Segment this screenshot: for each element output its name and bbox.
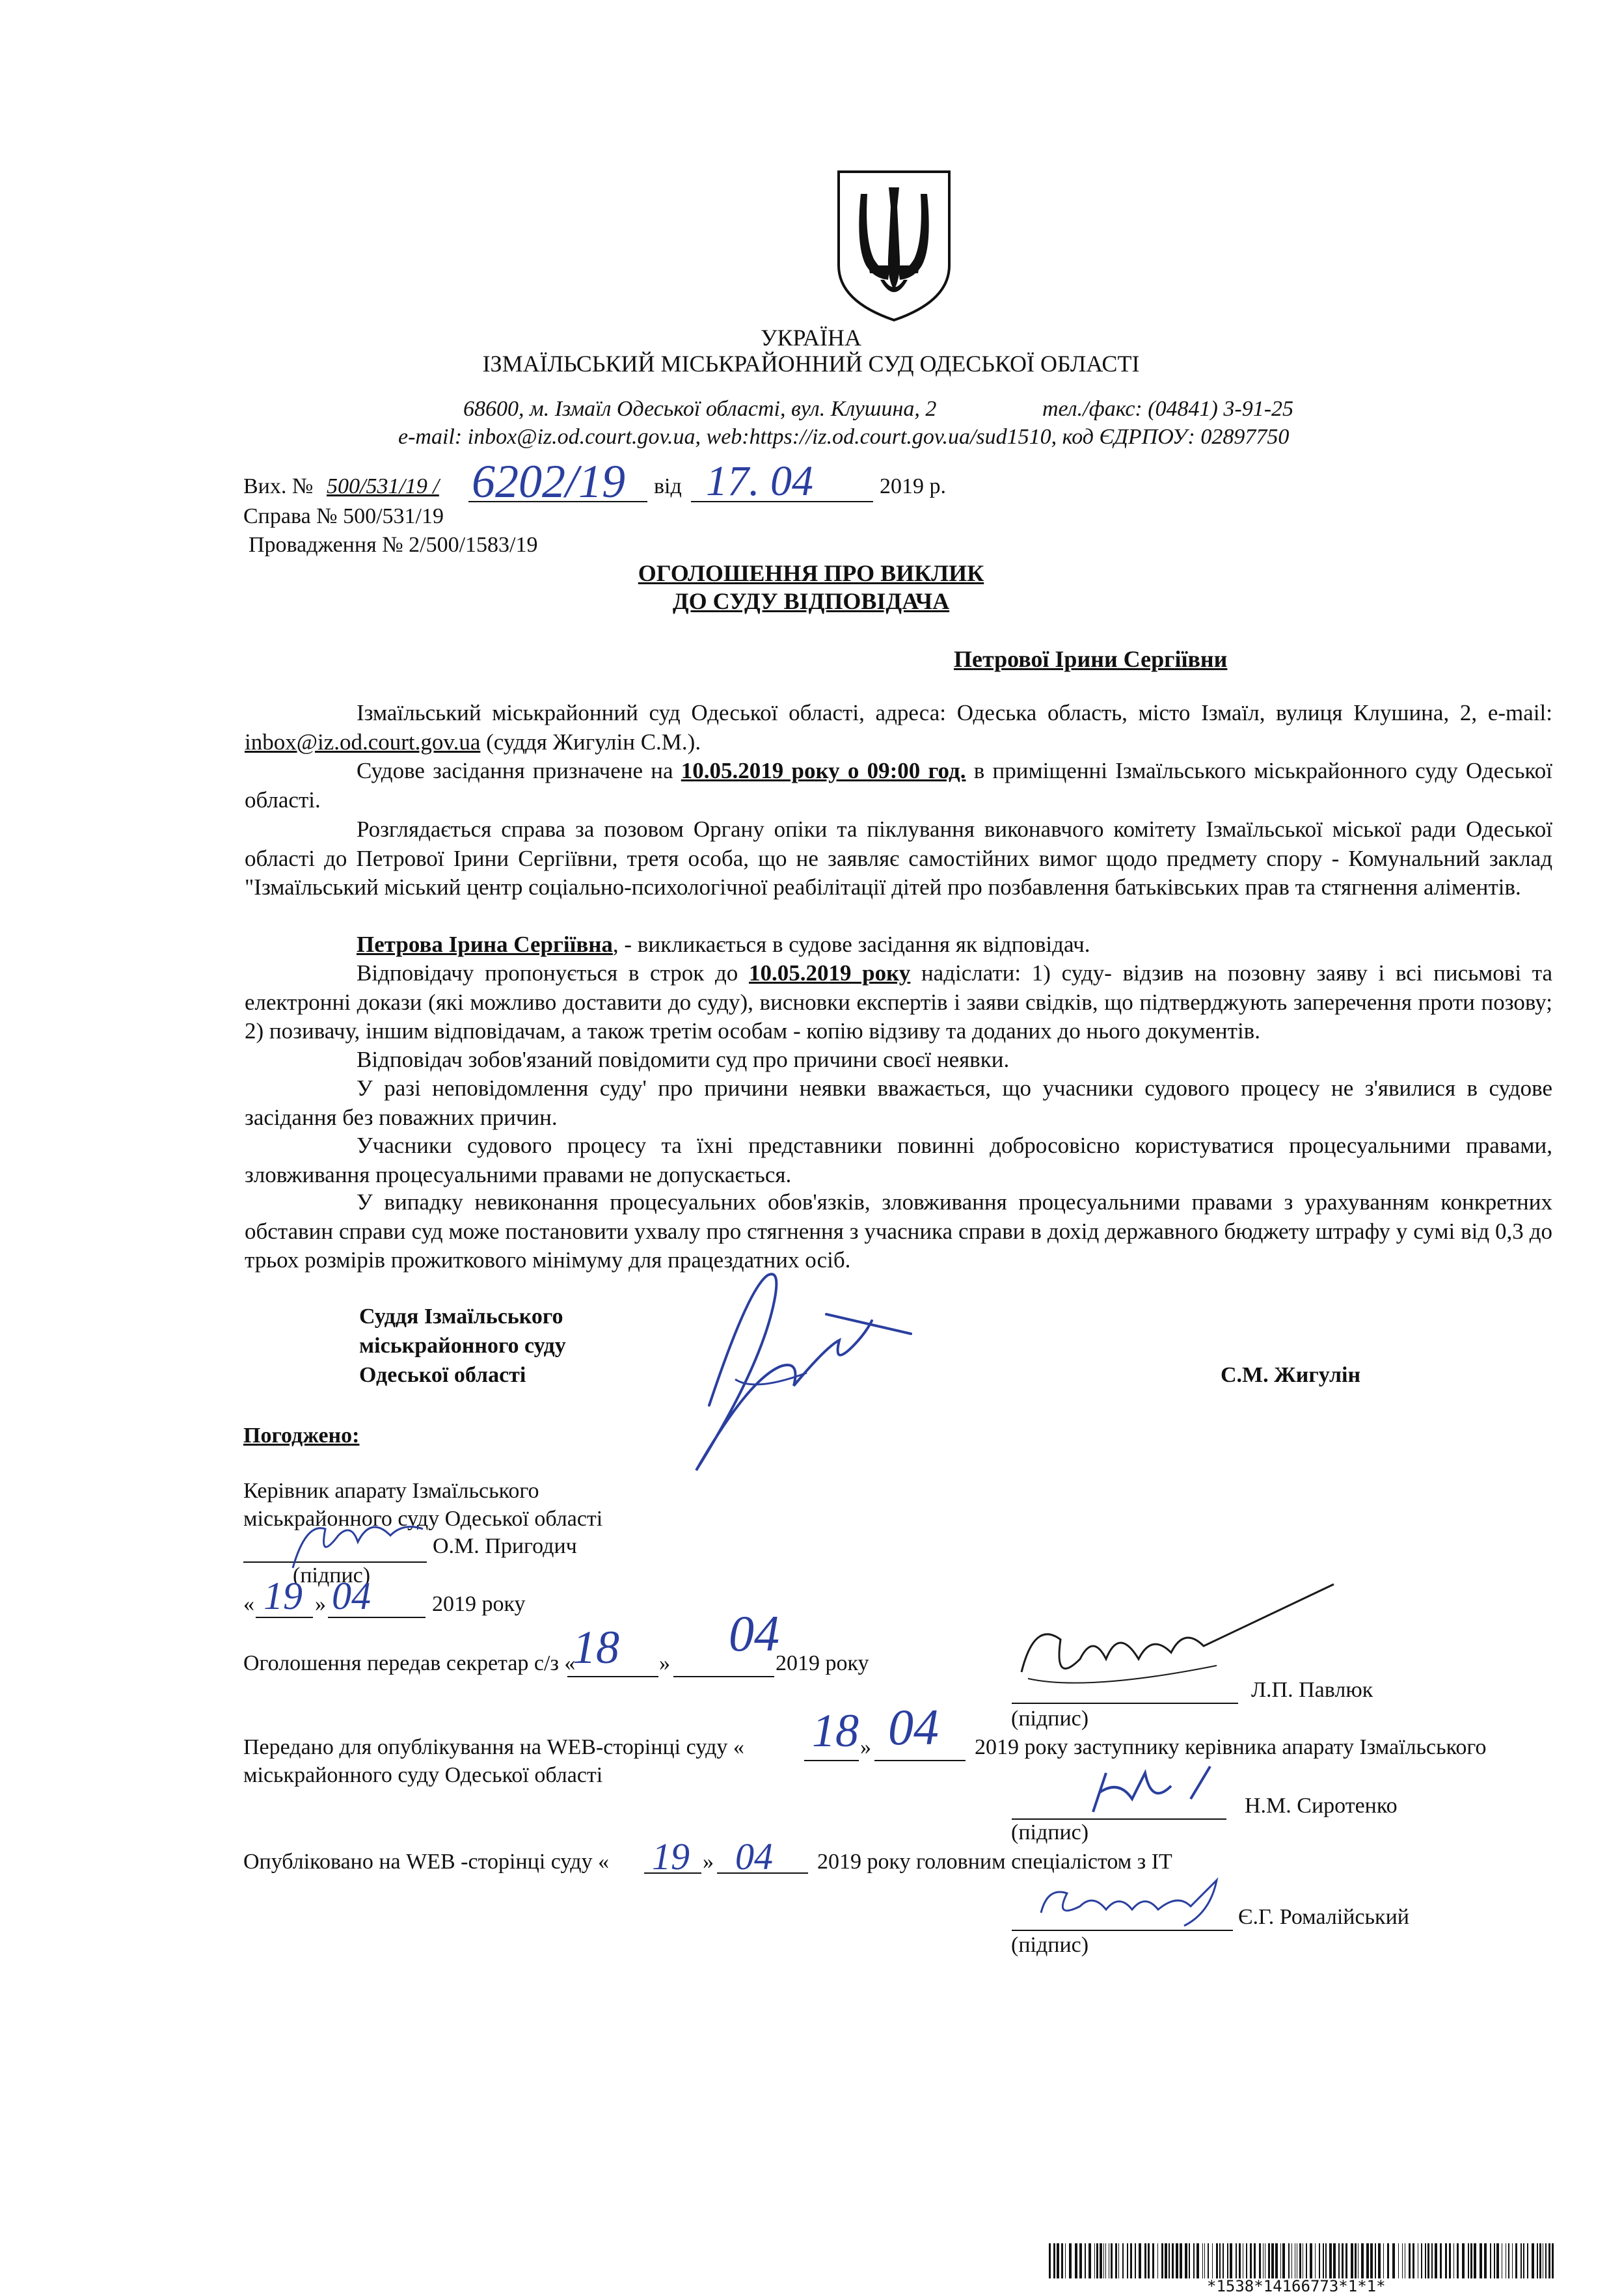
secretary-name: Л.П. Павлюк (1251, 1678, 1373, 1702)
judge-title-line3: Одеської області (359, 1363, 526, 1387)
barcode-bar (1470, 2243, 1472, 2278)
paragraph-defendant-summoned (245, 930, 1552, 960)
barcode-bar (1361, 2243, 1364, 2278)
barcode-bar (1250, 2243, 1252, 2278)
barcode-bar (1208, 2243, 1209, 2278)
barcode-bar (1176, 2243, 1178, 2278)
barcode-bar (1246, 2243, 1247, 2278)
approver-role-line1: Керівник апарату Ізмаїльського (243, 1479, 539, 1503)
deputy-signature (1080, 1760, 1236, 1825)
transfer-year: 2019 року (776, 1651, 869, 1675)
approver-signature (280, 1509, 436, 1581)
barcode-bar (1345, 2243, 1347, 2278)
paragraph-absence-consequence (245, 1074, 1552, 1132)
barcode-bar (1053, 2243, 1055, 2278)
barcode-bar (1412, 2243, 1414, 2278)
judge-name: С.М. Жигулін (1221, 1363, 1361, 1387)
barcode-bar (1227, 2243, 1228, 2278)
p6-text: Відповідач зобов'язаний повідомити суд про причини своєї неявки. (357, 1047, 1010, 1072)
barcode-bar (1111, 2243, 1113, 2278)
barcode-bar (1383, 2243, 1384, 2278)
barcode-bar (1548, 2243, 1550, 2278)
barcode-bar (1118, 2243, 1119, 2278)
court-name: ІЗМАЇЛЬСЬКИЙ МІСЬКРАЙОННИЙ СУД ОДЕСЬКОЇ ОБЛАСТІ (482, 351, 1140, 377)
barcode-bar (1202, 2243, 1203, 2278)
barcode-bar (1280, 2243, 1281, 2278)
barcode-bar (1409, 2243, 1411, 2278)
barcode-bar (1329, 2243, 1332, 2278)
barcode-bar (1323, 2243, 1324, 2278)
barcode-bar (1165, 2243, 1167, 2278)
document-barcode (1049, 2243, 1563, 2278)
approval-day-handwritten: 19 (264, 1574, 303, 1617)
barcode-bar (1049, 2243, 1051, 2278)
web-transfer-text: 2019 року заступнику керівника апарату Ізмаїльського (975, 1735, 1487, 1759)
it-specialist-sign-hint: (підпис) (1011, 1933, 1089, 1957)
barcode-bar (1435, 2243, 1437, 2278)
p7-text: У разі неповідомлення суду' про причини неявки вважається, що учасники судового процесу не з'явилися в судове засідання без поважних причин. (245, 1075, 1552, 1130)
published-label: Опубліковано на WEB -сторінці суду « (243, 1850, 610, 1874)
outgoing-year: 2019 р. (880, 474, 946, 498)
published-text: 2019 року головним спеціалістом з IT (817, 1850, 1172, 1874)
barcode-bar (1057, 2243, 1059, 2278)
barcode-bar (1445, 2243, 1447, 2278)
barcode-bar (1127, 2243, 1128, 2278)
paragraph-case-description (245, 815, 1552, 902)
p2-text-before: Судове засідання призначене на (357, 758, 681, 783)
paragraph-procedural-rights (245, 1131, 1552, 1189)
approver-name: О.М. Пригодич (433, 1534, 577, 1558)
barcode-bar (1392, 2243, 1395, 2278)
barcode-bar (1523, 2243, 1524, 2278)
barcode-bar (1223, 2243, 1224, 2278)
barcode-bar (1085, 2243, 1086, 2278)
defendant-name: Петрова Ірина Сергіївна (357, 932, 613, 957)
court-address: 68600, м. Ізмаїл Одеської області, вул. Клушина, 2 (463, 397, 937, 421)
barcode-bar (1271, 2243, 1274, 2278)
barcode-bar (1172, 2243, 1174, 2278)
barcode-bar (1069, 2243, 1072, 2278)
proceeding-number: Провадження № 2/500/1583/19 (249, 533, 538, 557)
it-specialist-signature (1028, 1874, 1243, 1939)
barcode-bar (1275, 2243, 1278, 2278)
barcode-bar (1375, 2243, 1376, 2278)
barcode-bar (1065, 2243, 1066, 2278)
approval-year: 2019 року (432, 1592, 526, 1616)
barcode-bar (1135, 2243, 1136, 2278)
p1-text-after: (суддя Жигулін С.М.). (480, 729, 701, 755)
barcode-bar (1219, 2243, 1221, 2278)
barcode-bar (1338, 2243, 1340, 2278)
barcode-bar (1545, 2243, 1547, 2278)
barcode-bar (1521, 2243, 1522, 2278)
judge-signature (670, 1262, 930, 1509)
barcode-bar (1299, 2243, 1301, 2278)
barcode-bar (1130, 2243, 1132, 2278)
barcode-bar (1263, 2243, 1264, 2278)
barcode-bar (1259, 2243, 1261, 2278)
p3-text: Розглядається справа за позовом Органу опіки та піклування виконавчого комітету Ізмаїльської міської ради Одеської області до Петрової Ірини Сергіївни, третя особа, що не заявляє самостійних вимог щодо предмету спору - Комунальний заклад "Ізмаїльський міський центр соціально-психологічної реабілітації дітей про позбавлення батьківських прав та стягнення аліментів. (245, 817, 1552, 900)
document-title-line1: ОГОЛОШЕННЯ ПРО ВИКЛИК (638, 560, 984, 586)
barcode-bar (1144, 2243, 1146, 2278)
transfer-label: Оголошення передав секретар с/з « (243, 1651, 576, 1675)
barcode-bar (1288, 2243, 1290, 2278)
barcode-bar (1532, 2243, 1534, 2278)
barcode-bar (1402, 2243, 1403, 2278)
barcode-bar (1370, 2243, 1373, 2278)
barcode-bar (1457, 2243, 1459, 2278)
secretary-sign-hint: (підпис) (1011, 1707, 1089, 1731)
barcode-bar (1193, 2243, 1195, 2278)
outgoing-number-handwritten: 6202/19 (472, 455, 626, 507)
approval-month-handwritten: 04 (332, 1574, 371, 1617)
barcode-bar (1315, 2243, 1316, 2278)
barcode-bar (1496, 2243, 1499, 2278)
barcode-bar (1449, 2243, 1451, 2278)
p4-text-after: , - викликається в судове засідання як відповідач. (612, 932, 1090, 957)
barcode-bar (1310, 2243, 1312, 2278)
barcode-bar (1319, 2243, 1320, 2278)
barcode-bar (1196, 2243, 1199, 2278)
barcode-bar (1230, 2243, 1232, 2278)
deputy-sign-hint: (підпис) (1011, 1820, 1089, 1844)
barcode-bar (1484, 2243, 1487, 2278)
court-email-link[interactable]: inbox@iz.od.court.gov.ua (245, 729, 481, 755)
barcode-bar (1527, 2243, 1528, 2278)
barcode-bar (1480, 2243, 1482, 2278)
web-transfer-label: Передано для опублікування на WEB-сторінці суду « (243, 1735, 744, 1759)
paragraph-hearing-date (245, 757, 1552, 815)
court-phone: тел./факс: (04841) 3-91-25 (1042, 397, 1294, 421)
p8-text: Учасники судового процесу та їхні представники повинні добросовісно користуватися процесуальними правами, зловживання процесуальними правами не допускається. (245, 1133, 1552, 1187)
paragraph-response-deadline (245, 959, 1552, 1046)
barcode-bar (1139, 2243, 1141, 2278)
paragraph-absence-notice (245, 1046, 1552, 1075)
approver-sign-hint: (підпис) (293, 1563, 371, 1587)
document-title-line2: ДО СУДУ ВІДПОВІДАЧА (672, 588, 950, 614)
barcode-bar (1204, 2243, 1205, 2278)
barcode-bar (1552, 2243, 1554, 2278)
p1-text-before: Ізмаїльський міськрайонний суд Одеської області, адреса: Одеська область, місто Ізмаїл, вулиця Клушина, 2, e-mail: (357, 700, 1552, 725)
published-day-handwritten: 19 (652, 1835, 690, 1878)
case-number: Справа № 500/531/19 (243, 504, 444, 528)
court-contacts: e-mail: inbox@iz.od.court.gov.ua, web:https://iz.od.court.gov.ua/sud1510, код ЄДРПОУ: 02897750 (398, 425, 1290, 449)
barcode-bar (1105, 2243, 1106, 2278)
outgoing-label: Вих. № (243, 474, 314, 498)
barcode-bar (1387, 2243, 1389, 2278)
barcode-bar (1212, 2243, 1213, 2278)
barcode-bar (1512, 2243, 1513, 2278)
barcode-bar (1508, 2243, 1509, 2278)
barcode-bar (1148, 2243, 1150, 2278)
approval-date-quote-close: » (315, 1592, 326, 1616)
barcode-bar (1157, 2243, 1158, 2278)
barcode-bar (1440, 2243, 1442, 2278)
addressee-name: Петрової Ірини Сергіївни (954, 646, 1228, 672)
barcode-bar (1431, 2243, 1433, 2278)
barcode-bar (1421, 2243, 1422, 2278)
barcode-bar (1494, 2243, 1495, 2278)
response-deadline: 10.05.2019 року (748, 960, 911, 986)
barcode-bar (1096, 2243, 1098, 2278)
judge-title-line2: міськрайонного суду (359, 1334, 566, 1358)
barcode-bar (1169, 2243, 1170, 2278)
barcode-bar (1490, 2243, 1491, 2278)
barcode-bar (1122, 2243, 1124, 2278)
barcode-bar (1075, 2243, 1077, 2278)
approver-role-line2: міськрайонного суду Одеської області (243, 1507, 603, 1531)
transfer-quote-close: » (659, 1651, 670, 1675)
barcode-bar (1333, 2243, 1336, 2278)
approval-heading: Погоджено: (243, 1424, 360, 1448)
barcode-bar (1282, 2243, 1285, 2278)
deputy-name: Н.М. Сиротенко (1245, 1794, 1398, 1818)
barcode-bar (1378, 2243, 1381, 2278)
p2-text-after: в приміщенні Ізмаїльського міськрайонного суду Одеської області. (245, 758, 1552, 813)
barcode-bar (1100, 2243, 1102, 2278)
barcode-bar (1306, 2243, 1307, 2278)
web-transfer-month-handwritten: 04 (888, 1699, 939, 1755)
barcode-bar (1462, 2243, 1465, 2278)
outgoing-date-handwritten: 17. 04 (706, 457, 813, 505)
barcode-bar (1537, 2243, 1538, 2278)
judge-title-line1: Суддя Ізмаїльського (359, 1304, 563, 1329)
barcode-bar (1094, 2243, 1095, 2278)
barcode-bar (1355, 2243, 1357, 2278)
p9-text: У випадку невиконання процесуальних обов'язків, зловживання процесуальними правами з урахуванням конкретних обставин справи суд може постановити ухвалу про стягнення з учасника справи в дохід державного бюджету штрафу у сумі від 0,3 до трьох розмірів прожиткового мінімуму для працездатних осіб. (245, 1189, 1552, 1273)
barcode-bar (1427, 2243, 1429, 2278)
outgoing-number: 500/531/19 / (327, 474, 439, 498)
barcode-bar (1325, 2243, 1327, 2278)
barcode-bar (1115, 2243, 1117, 2278)
barcode-bar (1061, 2243, 1063, 2278)
barcode-bar (1468, 2243, 1469, 2278)
barcode-bar (1366, 2243, 1369, 2278)
barcode-bar (1342, 2243, 1344, 2278)
web-transfer-day-handwritten: 18 (812, 1705, 859, 1757)
published-month-handwritten: 04 (735, 1835, 773, 1878)
it-specialist-name: Є.Г. Ромалійський (1238, 1905, 1409, 1929)
barcode-bar (1079, 2243, 1082, 2278)
barcode-bar (1425, 2243, 1426, 2278)
published-quote-close: » (703, 1850, 714, 1874)
barcode-bar (1351, 2243, 1353, 2278)
barcode-bar (1088, 2243, 1091, 2278)
barcode-bar (1189, 2243, 1190, 2278)
barcode-bar (1474, 2243, 1476, 2278)
country-name: УКРАЇНА (761, 325, 861, 351)
barcode-bar (1185, 2243, 1187, 2278)
barcode-bar (1515, 2243, 1517, 2278)
barcode-bar (1180, 2243, 1182, 2278)
approval-date-quote-open: « (243, 1592, 254, 1616)
transfer-month-handwritten: 04 (729, 1605, 779, 1662)
p5-text-after: надіслати: 1) суду- відзив на позовну заяву і всі письмові та електронні докази (які можливо доставити до суду), висновки експертів і заяви свідків, що підтверджують заперечення проти позову; 2) позивачу, іншим відповідачам, а також третім особам - копію відзиву та доданих до нього документів. (245, 960, 1552, 1044)
date-label: від (654, 474, 682, 498)
barcode-bar (1239, 2243, 1241, 2278)
coat-of-arms-emblem (835, 168, 953, 324)
barcode-bar (1254, 2243, 1256, 2278)
barcode-bar (1539, 2243, 1541, 2278)
hearing-date: 10.05.2019 року о 09:00 год. (681, 758, 966, 783)
barcode-bar (1216, 2243, 1218, 2278)
barcode-bar (1291, 2243, 1292, 2278)
barcode-bar (1268, 2243, 1270, 2278)
barcode-bar (1398, 2243, 1399, 2278)
barcode-bar (1161, 2243, 1163, 2278)
barcode-text: *1538*14166773*1*1* (1207, 2277, 1386, 2295)
p5-text-before: Відповідачу пропонується в строк до (357, 960, 749, 986)
barcode-bar (1103, 2243, 1104, 2278)
barcode-bar (1152, 2243, 1154, 2278)
barcode-bar (1453, 2243, 1454, 2278)
transfer-day-handwritten: 18 (573, 1621, 619, 1673)
web-transfer-quote-close: » (860, 1735, 871, 1759)
paragraph-court-address (245, 699, 1552, 757)
barcode-bar (1236, 2243, 1237, 2278)
web-transfer-line2: міськрайонного суду Одеської області (243, 1763, 603, 1787)
